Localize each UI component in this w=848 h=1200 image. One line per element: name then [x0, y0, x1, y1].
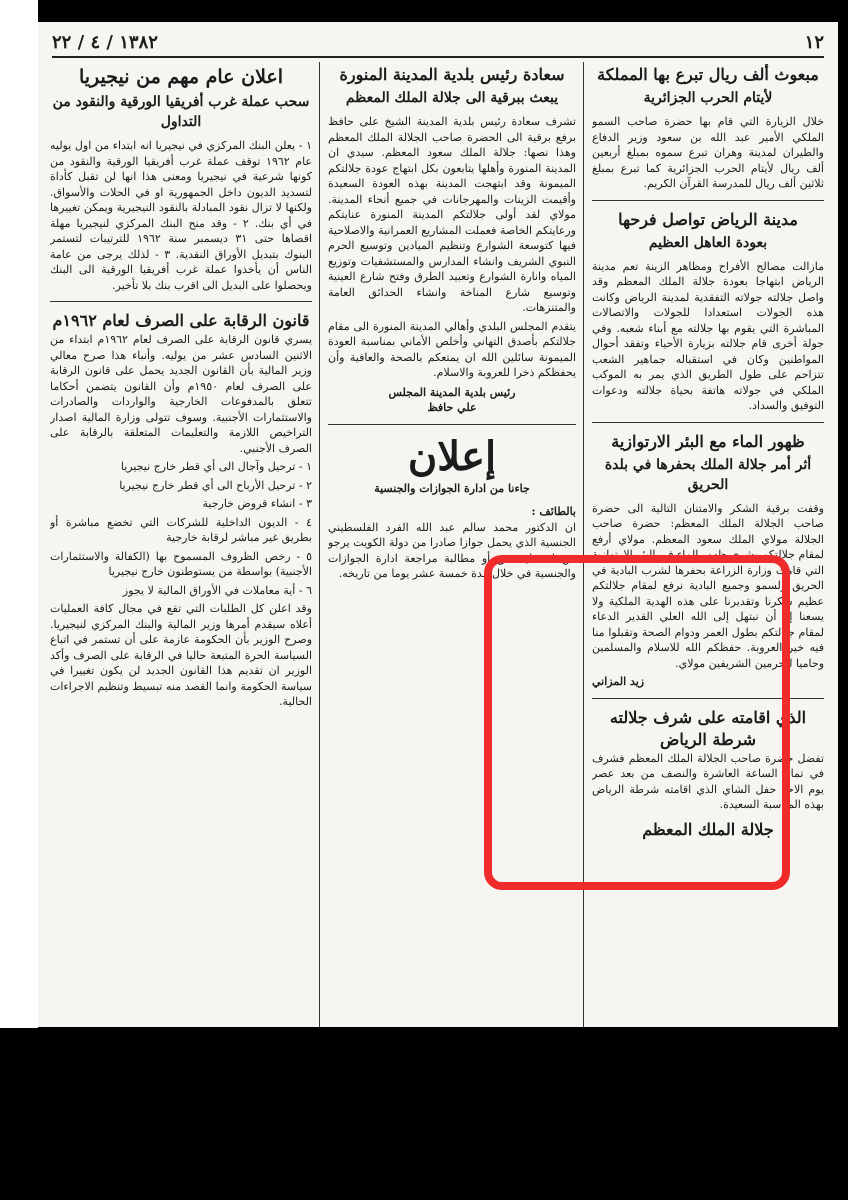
column-rule	[583, 62, 584, 1027]
article-subheadline: يبعث ببرقية الى جلالة الملك المعظم	[345, 90, 559, 106]
list-item: ٥ - رخص الظروف المسموح بها (الكفالة والاستثمارات الأجنبية) بواسطة من يستوطنون خارج نيجيريا	[50, 549, 312, 578]
article-subheadline: لأيتام الحرب الجزائرية	[643, 90, 773, 106]
article-headline: سعادة رئيس بلدية المدينة المنورة	[339, 65, 565, 84]
column-rule	[319, 62, 320, 1027]
article-body: تفضل حضرة صاحب الجلالة الملك المعظم فشرف في تمام الساعة العاشرة والنصف من بعد عصر يوم الاحد حفل الشاي الذي اقامته شرطة الرياض بهذه المناسبة السعيدة.	[592, 751, 824, 811]
article-subheadline: أثر أمر جلالة الملك بحفرها في بلدة الحريق	[604, 456, 812, 493]
announcement-body: ان الدكتور محمد سالم عبد الله الفرد الفلسطيني الجنسية الذي يحمل جوازا صادرا من دولة الكويت يرجو من له عليه حق أو مطالبة مراجعة ادارة الجوازات والجنسية في خلال مدة خمسة عشر يوما من تاريخه.	[328, 520, 576, 580]
list-item: ٤ - الديون الداخلية للشركات التي تخضع مباشرة أو بطريق غير مباشر لرقابة خارجية	[50, 515, 312, 544]
article-body: مازالت مصالح الأفراح ومظاهر الزينة تعم مدينة الرياض ابتهاجا بعودة جلالة الملك المعظم وقد واصل جلالته جولاته التفقدية لمدينة الرياض وكانت هذه الجولات استعدادا للجولات والاتصالات المباشرة التي يقوم بها جلالته مع أبناء شعبه. وفي جولة أخرى قام جلالته بزيارة الأحياء وتفقد أحوال المواطنين وكان في استقباله جماهير الشعب تتزاحم على طول الطريق الذي يمر به الموكب الملكي في جولاته هاتفة بحياة جلالته ودعوات التوفيق والسداد.	[592, 259, 824, 412]
announcement	[328, 433, 576, 497]
article-body: تشرف سعادة رئيس بلدية المدينة الشيخ على حافظ برفع برقية الى الحضرة صاحب الجلالة الملك المعظم وهذا نصها: جلالة الملك سعود المعظم. سيدي ان المدينة المنورة وأهلها يتابعون بكل ابتهاج عودة جلالتكم الميمونة وقد ابتهجت المدينة بهذه العودة السعيدة وأقيمت الزينات والمهرجانات في جميع أنحاء المدينة. مولاي لقد أولى جلالتكم المدينة المنورة عنايتكم ورعايتكم الخاصة فعملت المشاريع العمرانية والاصلاحية فيها كتوسعة الشوارع وتنظيم الميادين وتوسيع الحرم النبوي الشريف وانشاء المدارس والمستشفيات وتوزيع المياه وانارة الشوارع وتعبيد الطرق وفتح شارع العينية وتوسيع شارع المناخة وانشاء الحدائق العامة والمتنزهات. يتقدم المجلس البلدي وأهالي المدينة المنورة الى مقام جلالتكم بأصدق التهاني وأخلص الأماني بمناسبة العودة الميمونة سائلين الله ان يمتعكم بالصحة والعافية وأن يحفظكم ذخرا للعروبة والاسلام.	[328, 115, 576, 379]
divider	[592, 698, 824, 699]
column-center	[328, 64, 576, 1024]
column-right	[592, 64, 824, 1024]
page-margin	[0, 0, 38, 1028]
article-headline: ظهور الماء مع البئر الارتوازية	[611, 431, 805, 451]
article-body: ١ - يعلن البنك المركزي في نيجيريا انه ابتداء من اول يوليه عام ١٩٦٢ توقف عملة غرب أفريقيا الورقية والنقود من كونها شرعية في نيجيريا ومعنى هذا انها لن تقبل كأداة لتسديد الديون داخل الجمهورية او في الحلات والأسواق. ولكنها لا تزال نقود المبادلة بالنقود النيجيرية ويمكن تغييرها في أي بنك. ٢ - وقد منح البنك المركزي لنيجيريا مهلة اقصاها حتى ٣١ ديسمبر سنة ١٩٦٢ للترتيبات لتستمر البنوك بتبديل الأوراق النقدية. ٣ - لذلك يرجى من عامة الناس أن يأخذوا عملة غرب أفريقيا الورقية الى البنك ويحصلوا على البديل الى اقرب بنك بلا تأخير.	[50, 139, 312, 292]
announcement-source: جاءنا من ادارة الجوازات والجنسية	[374, 481, 530, 495]
article-subheadline: سحب عملة غرب أفريقيا الورقية والنقود من التداول	[52, 94, 310, 130]
issue-date: ١٣٨٢ / ٤ / ٢٢	[52, 31, 158, 53]
black-bottom-area	[0, 1028, 848, 1200]
article-body: وقد اعلن كل الطلبات التي تقع في مجال كافة العمليات أعلاه سيقدم أمرها وزير المالية والبنك المركزي لنيجيريا. وصرح الوزير بأن الحكومة عازمة على أن تستمر في اتباع السياسة الحرة المتبعة حاليا في الرقابة على الصرف وأكد الوزير ان تقديم هذا القانون الجديد لن يكون تغييرا في سياسة الحكومة وانما القصد منه تبسيط وتنظيم الاجراءات الحالية.	[50, 602, 312, 708]
list-item: ٣ - انشاء قروض خارجية	[202, 497, 312, 510]
divider	[50, 301, 312, 302]
article-signature-name: علي حافظ	[427, 401, 477, 414]
article-headline: مدينة الرياض تواصل فرحها	[618, 209, 798, 229]
page-number: ١٢	[804, 31, 824, 53]
newspaper-page	[38, 22, 838, 1027]
article-body: يسري قانون الرقابة على الصرف لعام ١٩٦٢م ابتداء من الاثنين السادس عشر من يوليه. وأنباء هذا صرح معالي وزير المالية بأن القانون الجديد يحمل على قانون الرقابة على الصرف لعام ١٩٥٠م وأن القانون يتضمن أحكاما تتعلق بالمدفوعات الخارجية والواردات والصادرات والاستثمارات الأجنبية. وسوف تتولى وزارة المالية اصدار التراخيص اللازمة والتعليمات المتعلقة بالرقابة على الصرف الأجنبي.	[50, 333, 312, 455]
column-left	[50, 64, 312, 1024]
announcement-title: إعلان	[407, 432, 497, 480]
list-item: ٦ - أية معاملات في الأوراق المالية لا يجوز	[122, 583, 312, 597]
page-header	[52, 28, 824, 58]
article-list	[50, 459, 312, 598]
article-headline: جلالة الملك المعظم	[642, 819, 774, 839]
list-item: ٢ - ترحيل الأرباح الى أي قطر خارج نيجيريا	[119, 478, 312, 492]
divider	[592, 200, 824, 201]
article-headline: مبعوث ألف ريال تبرع بها المملكة	[597, 65, 819, 84]
article-signature: رئيس بلدية المدينة المجلس	[388, 385, 516, 399]
article-body: وقفت برقية الشكر والامتنان التالية الى حضرة صاحب الجلالة الملك المعظم: حضرة صاحب الجلالة مولاي الملك سعود المعظم. مولاي أرفع لمقام جلالتكم بشرى ظهور الماء في البئر الارتوازية التي قامت وزارة الزراعة بحفرها لشرب البادية في الحريق ولسمو وجميع البادية نرفع لمقام جلالتكم عظيم شكرنا وتقديرنا على هذه الهدية الملكية ولا يسعنا إلا أن نبتهل إلى الله العلي القدير الدعاء لمقام جلالتكم بطول العمر ودوام الصحة وتقبلوا منا فيه خير العروبة. حفظكم الله للاسلام والمسلمين وحاميا للحرمين الشريفين مولاي.	[592, 501, 824, 670]
article-body: خلال الزيارة التي قام بها حضرة صاحب السمو الملكي الأمير عبد الله بن سعود وزير الدفاع والطيران لمدينة وهران تبرع سموه بمبلغ أربعين ألف ريال لأيتام الحرب الجزائرية كما تبرع بمبلغ ثلاثين ألف ريال للمدرسة القرآن الكريم.	[592, 115, 824, 190]
article-subheadline: بعودة العاهل العظيم	[648, 234, 768, 251]
article-headline: قانون الرقابة على الصرف لعام ١٩٦٢م	[52, 311, 310, 330]
list-item: ١ - ترحيل وآجال الى أي قطر خارج نيجيريا	[120, 460, 312, 473]
article-headline: الذي اقامته على شرف جلالته شرطة الرياض	[609, 707, 807, 749]
article-headline: اعلان عام مهم من نيجيريا	[78, 66, 284, 88]
article-signature: زيد المزاني	[592, 675, 645, 688]
divider	[328, 424, 576, 425]
divider	[592, 422, 824, 423]
announcement-place: بالطائف :	[531, 505, 576, 518]
